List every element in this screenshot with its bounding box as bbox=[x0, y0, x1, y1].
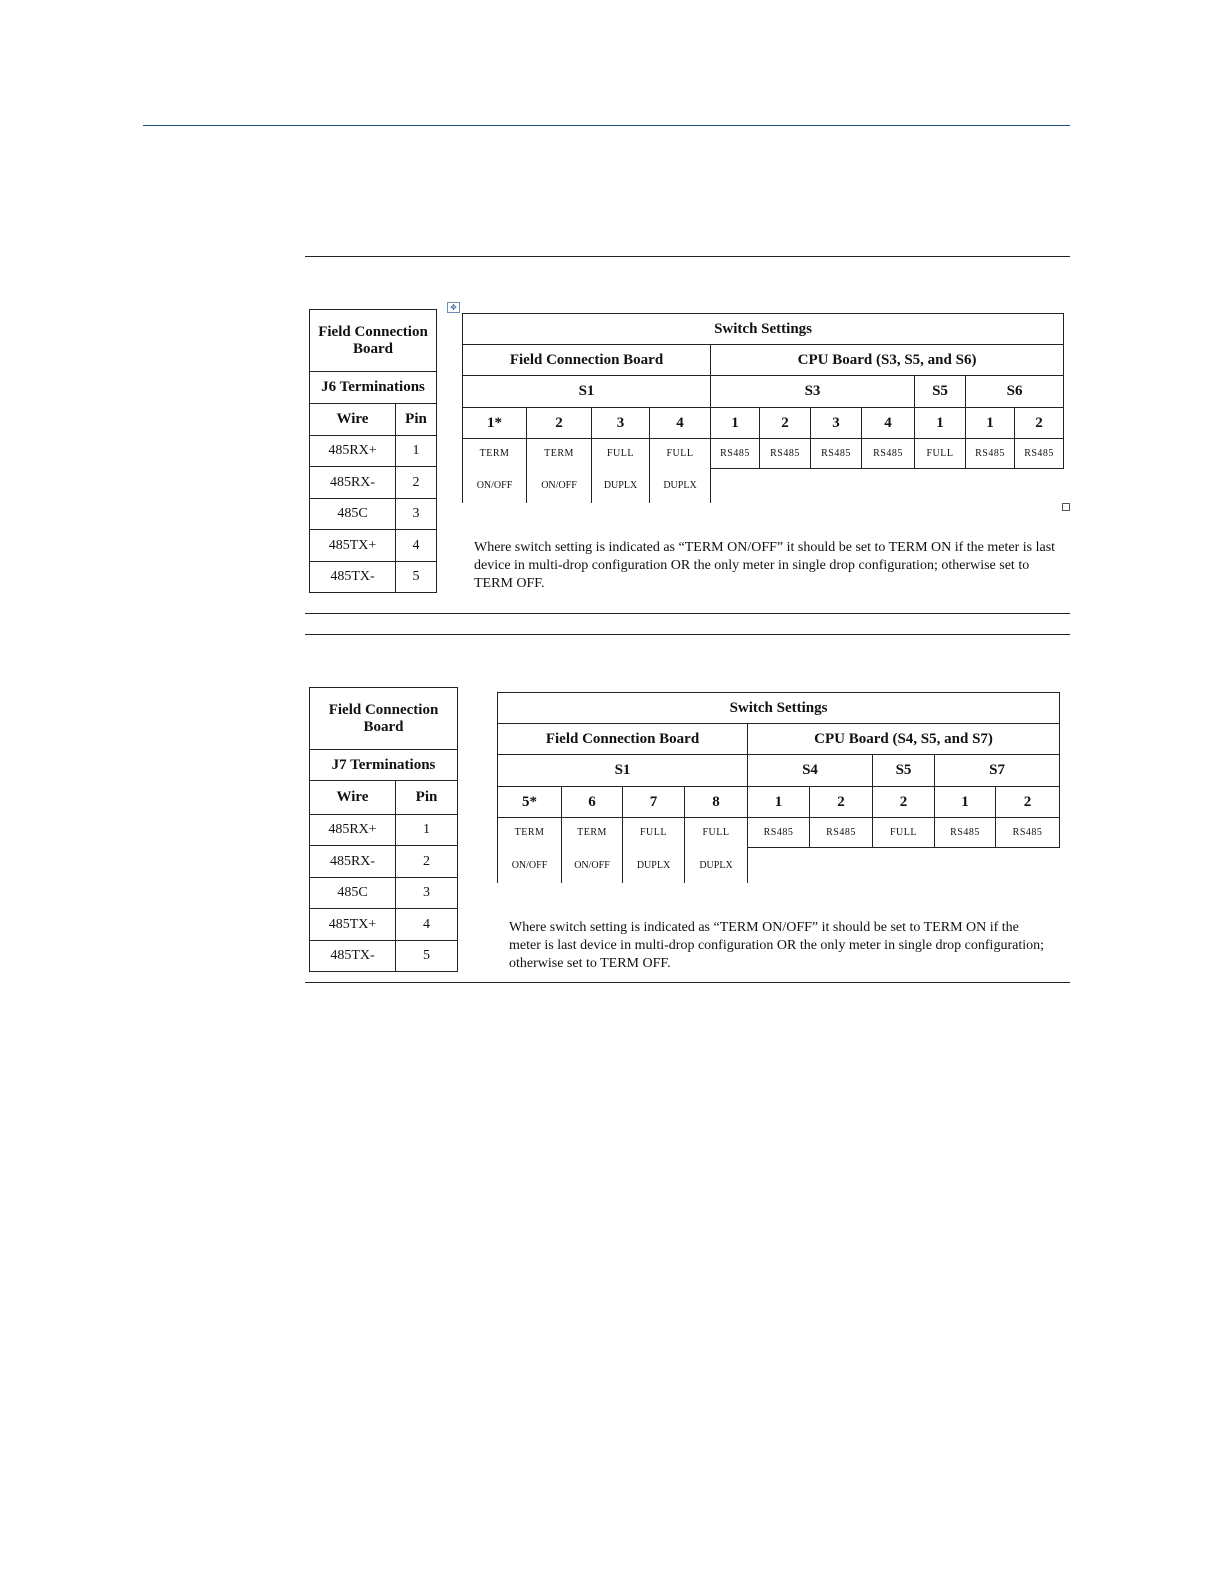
term-note: Where switch setting is indicated as “TERM ON/OFF” it should be set to TERM ON if the meter is last device in multi-drop configuration OR the only meter in single drop configuration; otherwise set to TERM OFF. bbox=[474, 540, 1056, 591]
switch-setting: RS485 bbox=[711, 439, 760, 469]
terminals-title: Field Connection Board bbox=[310, 688, 458, 750]
switch-number: 6 bbox=[562, 787, 623, 818]
switch-settings-table-1 bbox=[462, 313, 1064, 503]
switch-number: 8 bbox=[685, 787, 748, 818]
switch-group-s5: S5 bbox=[873, 755, 935, 787]
table-row bbox=[310, 878, 458, 909]
table-row bbox=[310, 941, 458, 972]
wire-cell: 485C bbox=[310, 499, 396, 530]
switch-group-s7: S7 bbox=[935, 755, 1060, 787]
section-1-top-rule bbox=[305, 256, 1070, 257]
switch-number: 1 bbox=[915, 408, 966, 439]
table-row bbox=[310, 467, 437, 499]
switch-number: 1 bbox=[935, 787, 996, 818]
switch-setting: RS485 bbox=[935, 818, 996, 848]
j6-terminations-table bbox=[309, 309, 437, 593]
switch-number: 2 bbox=[527, 408, 592, 439]
switch-settings-table-2 bbox=[497, 692, 1060, 883]
section-1-bottom-rule bbox=[305, 613, 1070, 614]
table-row bbox=[310, 562, 437, 593]
switch-setting: RS485 bbox=[760, 439, 811, 469]
switch-setting: RS485 bbox=[996, 818, 1060, 848]
pin-cell: 5 bbox=[396, 562, 437, 593]
wire-cell: 485RX+ bbox=[310, 815, 396, 846]
pin-cell: 2 bbox=[396, 467, 437, 499]
switch-setting: TERM bbox=[562, 818, 623, 848]
wire-header: Wire bbox=[310, 781, 396, 815]
switch-setting: FULL bbox=[915, 439, 966, 469]
pin-cell: 1 bbox=[396, 815, 458, 846]
terminals-title: Field Connection Board bbox=[310, 310, 437, 372]
switch-number: 3 bbox=[592, 408, 650, 439]
wire-cell: 485RX- bbox=[310, 846, 396, 878]
wire-cell: 485C bbox=[310, 878, 396, 909]
fcb-label: Field Connection Board bbox=[498, 724, 748, 755]
table-row bbox=[310, 499, 437, 530]
switch-setting: TERM bbox=[527, 439, 592, 469]
switch-setting: DUPLX bbox=[623, 848, 685, 883]
switch-number: 5* bbox=[498, 787, 562, 818]
wire-header: Wire bbox=[310, 404, 396, 436]
row-end-marker-icon bbox=[1062, 503, 1070, 511]
cpu-board-label: CPU Board (S3, S5, and S6) bbox=[711, 345, 1064, 376]
table-row bbox=[310, 436, 437, 467]
switch-setting: ON/OFF bbox=[562, 848, 623, 883]
pin-header: Pin bbox=[396, 404, 437, 436]
switch-setting: FULL bbox=[623, 818, 685, 848]
pin-cell: 2 bbox=[396, 846, 458, 878]
switch-number: 3 bbox=[811, 408, 862, 439]
switch-setting: TERM bbox=[463, 439, 527, 469]
table-row bbox=[310, 846, 458, 878]
pin-cell: 4 bbox=[396, 530, 437, 562]
switch-setting: DUPLX bbox=[685, 848, 748, 883]
pin-header: Pin bbox=[396, 781, 458, 815]
pin-cell: 3 bbox=[396, 499, 437, 530]
switch-group-s1: S1 bbox=[498, 755, 748, 787]
section-2-bottom-rule bbox=[305, 982, 1070, 983]
switch-setting: RS485 bbox=[810, 818, 873, 848]
switch-number: 1 bbox=[748, 787, 810, 818]
terminals-subtitle: J7 Terminations bbox=[310, 750, 458, 781]
switch-setting: RS485 bbox=[748, 818, 810, 848]
switch-number: 7 bbox=[623, 787, 685, 818]
switch-group-s5: S5 bbox=[915, 376, 966, 408]
switch-group-s1: S1 bbox=[463, 376, 711, 408]
section-2-top-rule bbox=[305, 634, 1070, 635]
wire-cell: 485TX- bbox=[310, 941, 396, 972]
switch-group-s4: S4 bbox=[748, 755, 873, 787]
switch-setting: RS485 bbox=[862, 439, 915, 469]
pin-cell: 4 bbox=[396, 909, 458, 941]
switch-setting: RS485 bbox=[966, 439, 1015, 469]
switch-number: 2 bbox=[1015, 408, 1064, 439]
wire-cell: 485TX- bbox=[310, 562, 396, 593]
switch-setting: ON/OFF bbox=[527, 469, 592, 503]
switch-setting: DUPLX bbox=[592, 469, 650, 503]
table-row bbox=[310, 815, 458, 846]
switch-number: 4 bbox=[862, 408, 915, 439]
switch-setting: FULL bbox=[592, 439, 650, 469]
table-row bbox=[310, 530, 437, 562]
switch-number: 4 bbox=[650, 408, 711, 439]
wire-cell: 485RX+ bbox=[310, 436, 396, 467]
pin-cell: 1 bbox=[396, 436, 437, 467]
switch-number: 1 bbox=[966, 408, 1015, 439]
switch-setting: FULL bbox=[873, 818, 935, 848]
switch-setting: DUPLX bbox=[650, 469, 711, 503]
switch-setting: RS485 bbox=[811, 439, 862, 469]
pin-cell: 5 bbox=[396, 941, 458, 972]
table-row bbox=[310, 909, 458, 941]
switch-number: 2 bbox=[810, 787, 873, 818]
wire-cell: 485TX+ bbox=[310, 530, 396, 562]
switch-setting: TERM bbox=[498, 818, 562, 848]
cpu-board-label: CPU Board (S4, S5, and S7) bbox=[748, 724, 1060, 755]
table-move-handle-icon[interactable]: ✥ bbox=[447, 302, 460, 313]
wire-cell: 485TX+ bbox=[310, 909, 396, 941]
switch-settings-title: Switch Settings bbox=[463, 314, 1064, 345]
wire-cell: 485RX- bbox=[310, 467, 396, 499]
terminals-subtitle: J6 Terminations bbox=[310, 372, 437, 404]
switch-setting: FULL bbox=[685, 818, 748, 848]
switch-group-s6: S6 bbox=[966, 376, 1064, 408]
switch-number: 2 bbox=[760, 408, 811, 439]
page-header-rule bbox=[143, 125, 1070, 126]
j7-terminations-table bbox=[309, 687, 458, 972]
pin-cell: 3 bbox=[396, 878, 458, 909]
switch-setting: ON/OFF bbox=[463, 469, 527, 503]
switch-group-s3: S3 bbox=[711, 376, 915, 408]
term-note: Where switch setting is indicated as “TERM ON/OFF” it should be set to TERM ON if the meter is last device in multi-drop configuration OR the only meter in single drop configuration; otherwise set to TERM OFF. bbox=[509, 920, 1044, 971]
switch-number: 1 bbox=[711, 408, 760, 439]
switch-setting: RS485 bbox=[1015, 439, 1064, 469]
switch-setting: ON/OFF bbox=[498, 848, 562, 883]
switch-number: 2 bbox=[873, 787, 935, 818]
fcb-label: Field Connection Board bbox=[463, 345, 711, 376]
switch-settings-title: Switch Settings bbox=[498, 693, 1060, 724]
switch-number: 1* bbox=[463, 408, 527, 439]
switch-number: 2 bbox=[996, 787, 1060, 818]
switch-setting: FULL bbox=[650, 439, 711, 469]
